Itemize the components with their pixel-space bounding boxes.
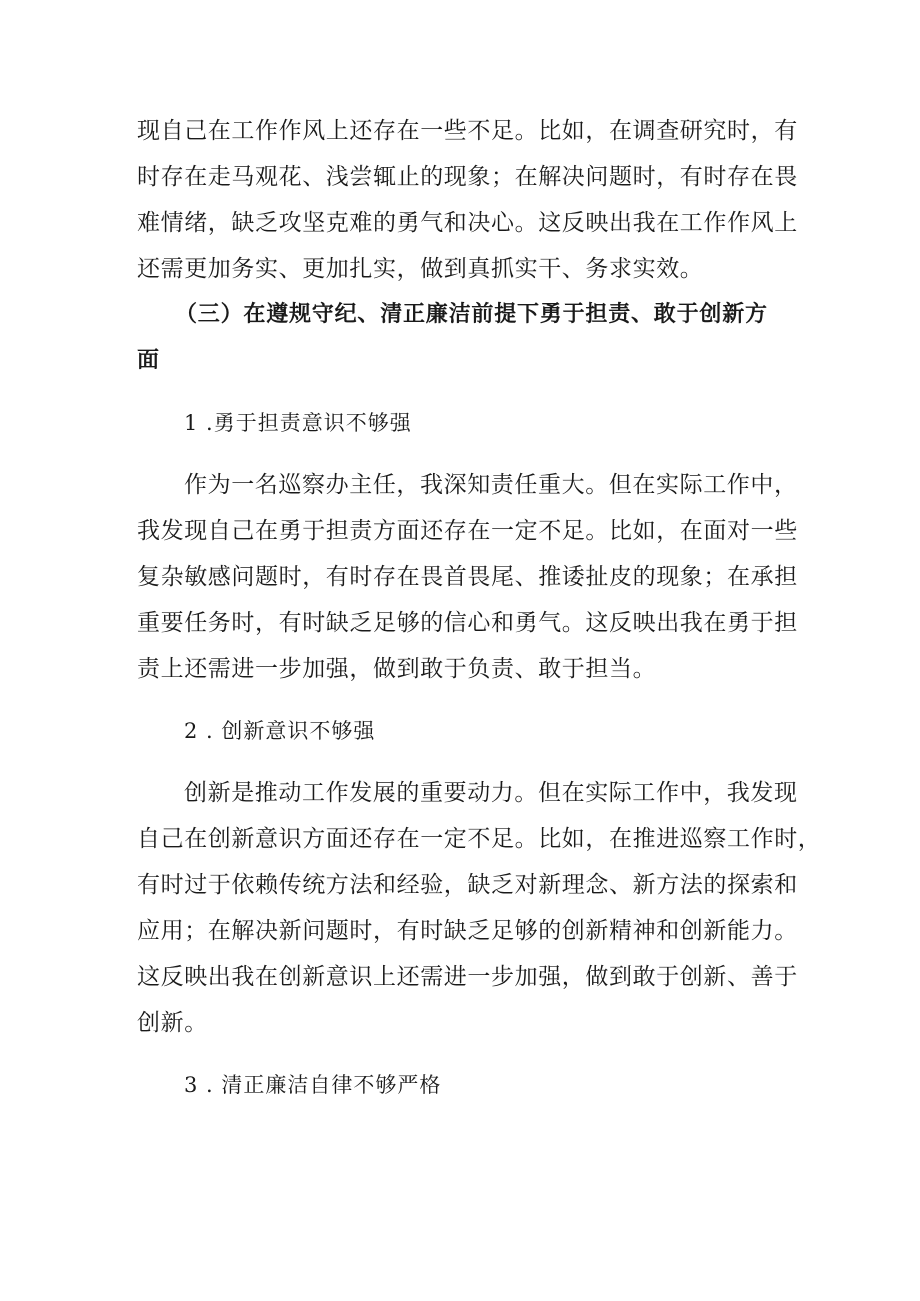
heading-line: （三）在遵规守纪、清正廉洁前提下勇于担责、敢于创新方 (175, 302, 768, 327)
section-heading-3 (137, 292, 785, 384)
text-line: 自己在创新意识方面还存在一定不足。比如，在推进巡察工作时， (137, 826, 822, 852)
paragraph-innovation (137, 770, 822, 1046)
text-line: 现自己在工作作风上还存在一些不足。比如，在调查研究时，有 (137, 118, 798, 144)
document-page (137, 108, 822, 1108)
text-line: 创新是推动工作发展的重要动力。但在实际工作中，我发现 (184, 780, 798, 806)
text-line: 有时过于依赖传统方法和经验，缺乏对新理念、新方法的探索和 (137, 872, 798, 898)
text-line: 难情绪，缺乏攻坚克难的勇气和决心。这反映出我在工作作风上 (137, 210, 798, 236)
text-line: 重要任务时，有时缺乏足够的信心和勇气。这反映出我在勇于担 (137, 610, 798, 636)
subheading-3: 3 . 清正廉洁自律不够严格 (184, 1073, 442, 1097)
paragraph-responsibility (137, 462, 798, 692)
paragraph-work-style (137, 108, 798, 292)
text-line: 时存在走马观花、浅尝辄止的现象；在解决问题时，有时存在畏 (137, 164, 798, 190)
text-line: 还需更加务实、更加扎实，做到真抓实干、务求实效。 (137, 256, 704, 282)
subheading-1: 1 .勇于担责意识不够强 (184, 411, 412, 435)
text-line: 创新。 (137, 1010, 208, 1036)
text-line: 我发现自己在勇于担责方面还存在一定不足。比如，在面对一些 (137, 518, 798, 544)
heading-line: 面 (137, 348, 160, 373)
text-line: 应用；在解决新问题时，有时缺乏足够的创新精神和创新能力。 (137, 918, 798, 944)
text-line: 复杂敏感问题时，有时存在畏首畏尾、推诿扯皮的现象；在承担 (137, 564, 798, 590)
text-line: 责上还需进一步加强，做到敢于负责、敢于担当。 (137, 656, 657, 682)
text-line: 这反映出我在创新意识上还需进一步加强，做到敢于创新、善于 (137, 964, 798, 990)
text-line: 作为一名巡察办主任，我深知责任重大。但在实际工作中， (184, 472, 798, 498)
subheading-2: 2 . 创新意识不够强 (184, 719, 376, 743)
